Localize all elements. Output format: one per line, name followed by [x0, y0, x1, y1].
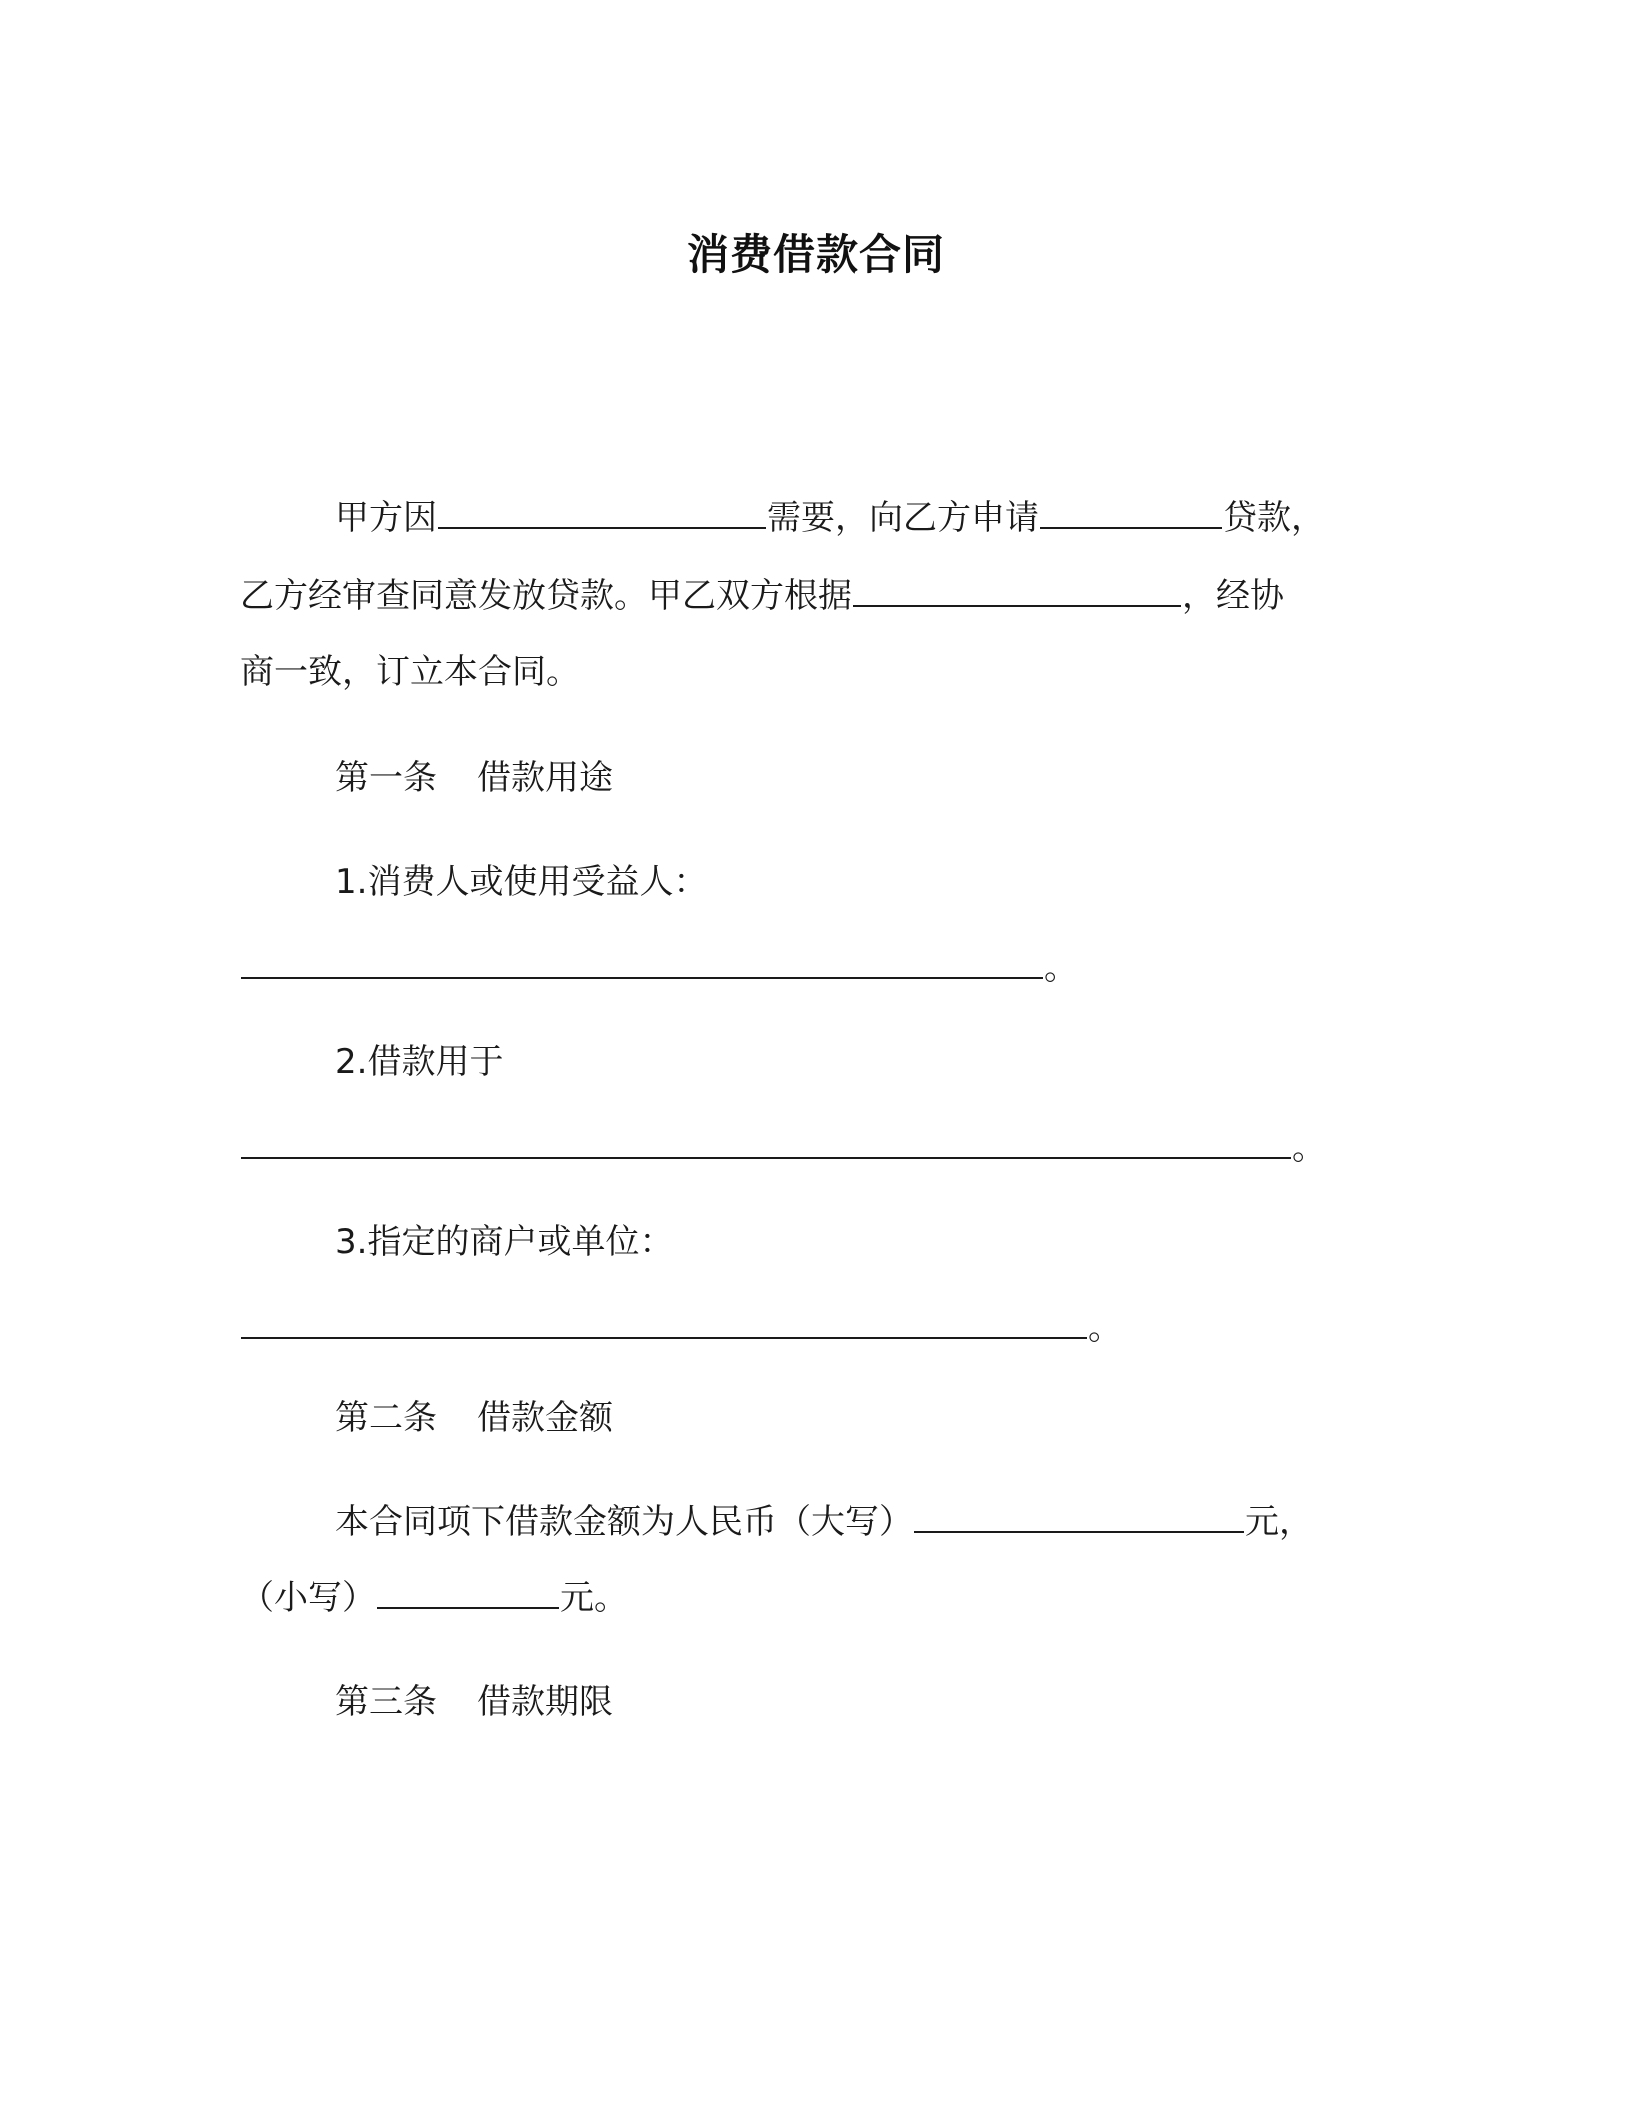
period: 。: [1044, 948, 1078, 988]
document-title: 消费借款合同: [686, 230, 945, 279]
beneficiary-blank: [241, 947, 1043, 979]
amount-uppercase-blank: [914, 1501, 1244, 1533]
article-title: 借款用途: [477, 758, 613, 798]
merchant-fill-line: [240, 1306, 1122, 1350]
article-1-item-2: 2.借款用于: [335, 1042, 504, 1082]
basis-blank: [853, 575, 1181, 607]
intro-text: 贷款，: [1223, 498, 1325, 538]
intro-line-2: [240, 574, 1284, 618]
article-title: 借款期限: [477, 1682, 613, 1722]
intro-text: 甲方因: [335, 498, 437, 538]
article-1-heading: [335, 756, 613, 800]
article-1-item-3: 3.指定的商户或单位：: [335, 1222, 674, 1262]
beneficiary-fill-line: [240, 946, 1078, 990]
article-number: 第二条: [335, 1398, 437, 1438]
article-title: 借款金额: [477, 1398, 613, 1438]
amount-numeric-blank: [377, 1577, 559, 1609]
amount-line-1: [335, 1500, 1313, 1544]
intro-line-1: [335, 496, 1325, 540]
article-number: 第三条: [335, 1682, 437, 1722]
period: 。: [1088, 1308, 1122, 1348]
intro-text: ，经协: [1182, 576, 1284, 616]
intro-text: 乙方经审查同意发放贷款。甲乙双方根据: [240, 576, 852, 616]
usage-fill-line: [240, 1126, 1326, 1170]
usage-blank: [241, 1127, 1291, 1159]
amount-text: 元。: [560, 1578, 628, 1618]
amount-text: 本合同项下借款金额为人民币（大写）: [335, 1502, 913, 1542]
article-number: 第一条: [335, 758, 437, 798]
purpose-blank: [438, 497, 766, 529]
article-2-heading: [335, 1396, 613, 1440]
amount-text: 元，: [1245, 1502, 1313, 1542]
intro-line-3: 商一致，订立本合同。: [240, 652, 580, 692]
amount-text: （小写）: [240, 1578, 376, 1618]
merchant-blank: [241, 1307, 1087, 1339]
amount-line-2: [240, 1576, 628, 1620]
period: 。: [1292, 1128, 1326, 1168]
article-1-item-1: 1.消费人或使用受益人：: [335, 862, 708, 902]
article-3-heading: [335, 1680, 613, 1724]
intro-text: 需要，向乙方申请: [767, 498, 1039, 538]
loan-type-blank: [1040, 497, 1222, 529]
